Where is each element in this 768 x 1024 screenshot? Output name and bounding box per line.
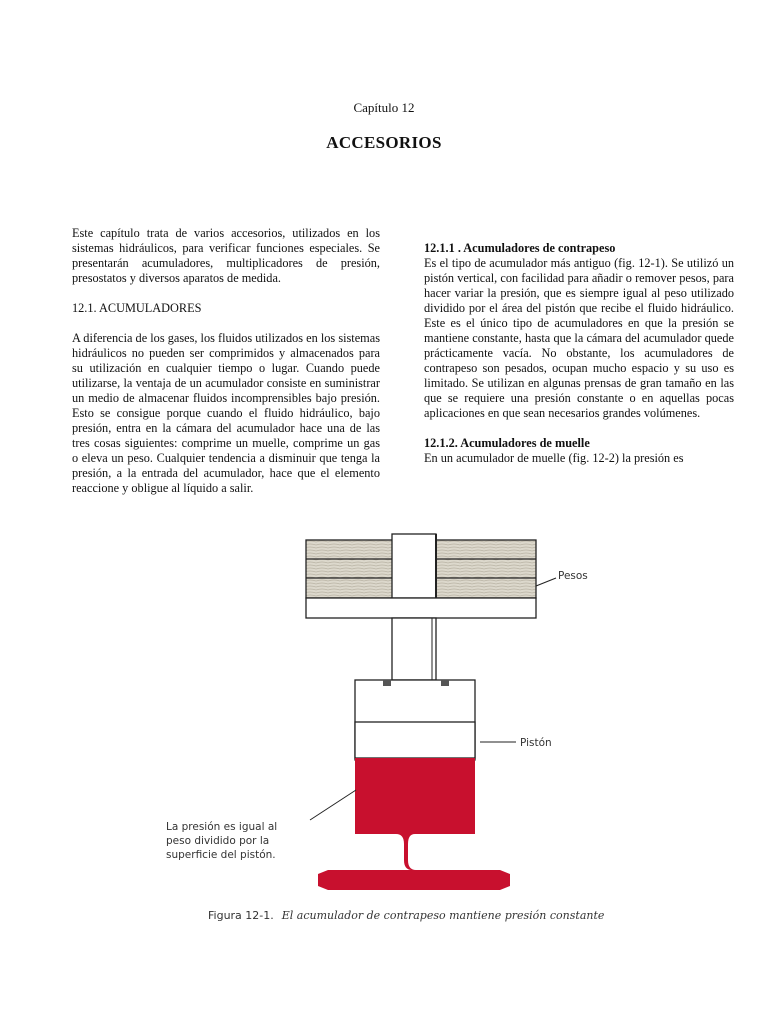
intro-paragraph: Este capítulo trata de varios accesorios, utilizados en los sistemas hidráulicos, para verificar funciones especiales. Se presentarán acumuladores, multiplicadores de presión, presostatos y diversos aparatos de medida.	[72, 226, 380, 285]
label-pressure-line2: peso dividido por la	[166, 835, 270, 847]
figure-caption	[208, 906, 605, 923]
left-column	[72, 226, 380, 496]
page-title: ACCESORIOS	[326, 133, 442, 152]
seal-left	[383, 680, 391, 686]
piston	[355, 722, 475, 758]
counterweight-paragraph: Es el tipo de acumulador más antiguo (fig. 12-1). Se utilizó un pistón vertical, con facilidad para añadir o remover pesos, para hacer variar la presión, que es siempre igual al peso utilizado dividido por el área del pistón que recibe el fluido hidráulico. Este es el único tipo de acumuladores en que la presión se mantiene constante, hasta que la cámara del acumulador quede prácticamente vacía. No obstante, los acumuladores de contrapeso son pesados, ocupan mucho espacio y su uso es limitado. Se utilizan en algunas prensas de gran tamaño en las que se requiere una presión constante o en aquellas pocas aplicaciones en que sean necesarios grandes volúmenes.	[424, 256, 734, 420]
piston-rod	[392, 618, 436, 680]
section-heading: 12.1. ACUMULADORES	[72, 301, 202, 315]
seal-right	[441, 680, 449, 686]
counterweight-accumulator-diagram	[160, 522, 630, 927]
subsection-heading-spring: 12.1.2. Acumuladores de muelle	[424, 436, 590, 450]
chapter-label: Capítulo 12	[353, 100, 415, 115]
caption-number: Figura 12-1.	[208, 909, 274, 922]
label-pressure-line3: superficie del pistón.	[166, 849, 276, 861]
figure-12-1	[160, 522, 630, 927]
label-pressure-line1: La presión es igual al	[166, 821, 278, 833]
label-weights: Pesos	[558, 570, 588, 582]
label-piston: Pistón	[520, 737, 552, 749]
weights-stack	[306, 534, 536, 618]
hydraulic-fluid	[318, 758, 510, 890]
weight-platform	[306, 598, 536, 618]
subsection-heading-counterweight: 12.1.1 . Acumuladores de contrapeso	[424, 241, 616, 255]
caption-text: El acumulador de contrapeso mantiene presión constante	[281, 909, 605, 922]
rod-top	[392, 534, 436, 598]
cylinder	[318, 680, 510, 890]
right-column	[424, 241, 734, 466]
spring-paragraph: En un acumulador de muelle (fig. 12-2) la presión es	[424, 451, 684, 465]
accumulators-paragraph: A diferencia de los gases, los fluidos utilizados en los sistemas hidráulicos no pueden ser comprimidos y almacenados para su utilización en cualquier tiempo o lugar. Cuando puede utilizarse, la ventaja de un acumulador consiste en suministrar un medio de almacenar fluidos incomprensibles bajo presión. Esto se consigue porque cuando el fluido hidráulico, bajo presión, entra en la cámara del acumulador hace una de las tres cosas siguientes: comprime un muelle, comprime un gas o eleva un peso. Cualquier tendencia a disminuir que tenga la presión, a la entrada del acumulador, hace que el elemento reaccione y obligue al líquido a salir.	[72, 331, 380, 495]
